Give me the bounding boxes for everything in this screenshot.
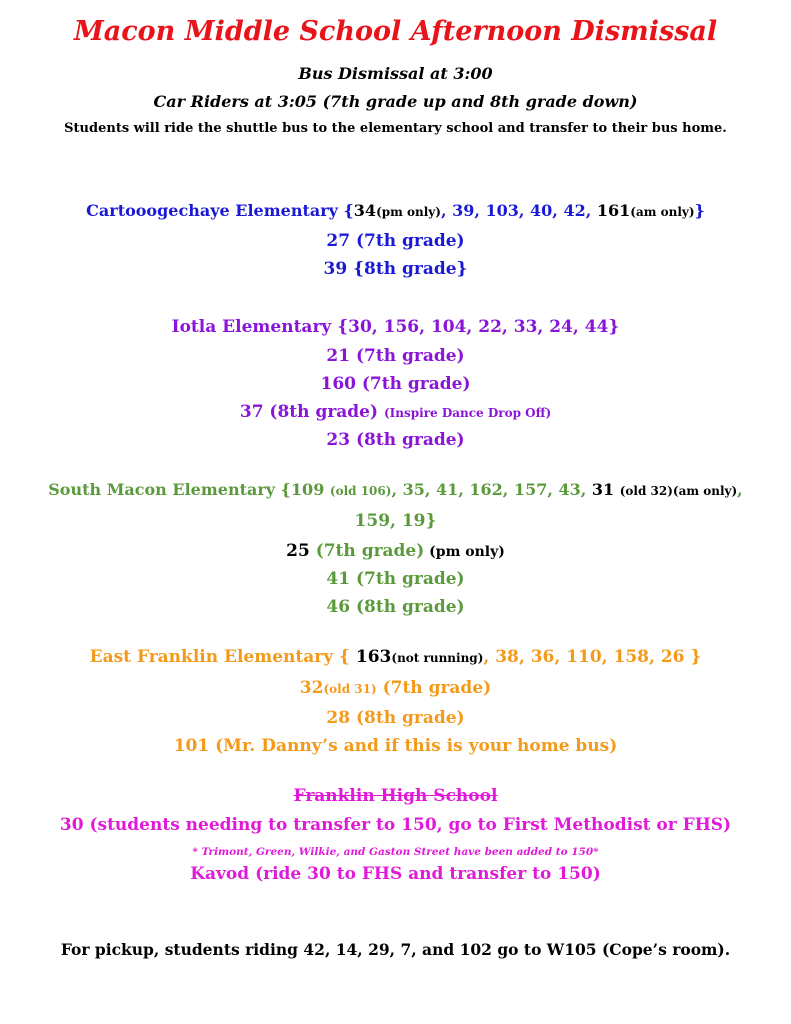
car-riders-time: Car Riders at 3:05 (7th grade up and 8th grade down): [153, 92, 638, 111]
iotla-heading: Iotla Elementary {30, 156, 104, 22, 33, 24, 44}: [171, 317, 620, 337]
cartoogechaye-bus-39: 39 {8th grade}: [323, 259, 468, 279]
franklin-high-kavod: Kavod (ride 30 to FHS and transfer to 150): [190, 864, 601, 884]
south-macon-bus-46: 46 (8th grade): [326, 597, 465, 617]
south-macon-bus-41: 41 (7th grade): [326, 569, 465, 589]
east-franklin-heading: East Franklin Elementary { 163(not running), 38, 36, 110, 158, 26 }: [89, 647, 702, 667]
pickup-note: For pickup, students riding 42, 14, 29, 7, and 102 go to W105 (Cope’s room).: [60, 940, 731, 959]
franklin-high-heading: Franklin High School: [293, 786, 498, 806]
cartoogechaye-bus-27: 27 (7th grade): [326, 231, 465, 251]
franklin-high-note: * Trimont, Green, Wilkie, and Gaston Street have been added to 150*: [192, 846, 599, 858]
cartoogechaye-heading: Cartooogechaye Elementary {34(pm only), 39, 103, 40, 42, 161(am only)}: [86, 201, 705, 220]
east-franklin-bus-101: 101 (Mr. Danny’s and if this is your home bus): [173, 736, 618, 756]
shuttle-note: Students will ride the shuttle bus to the elementary school and transfer to their bus home.: [64, 121, 727, 136]
south-macon-heading-cont: 159, 19}: [354, 511, 437, 531]
east-franklin-bus-28: 28 (8th grade): [326, 708, 465, 728]
iotla-bus-37: 37 (8th grade) (Inspire Dance Drop Off): [239, 402, 552, 422]
iotla-bus-21: 21 (7th grade): [326, 346, 465, 366]
page-title: Macon Middle School Afternoon Dismissal: [73, 16, 718, 47]
east-franklin-bus-32: 32(old 31) (7th grade): [299, 678, 492, 698]
bus-dismissal-time: Bus Dismissal at 3:00: [298, 64, 493, 83]
south-macon-bus-25: 25 (7th grade) (pm only): [286, 541, 505, 561]
iotla-bus-23: 23 (8th grade): [326, 430, 465, 450]
franklin-high-bus-30: 30 (students needing to transfer to 150, go to First Methodist or FHS): [59, 815, 732, 835]
iotla-bus-160: 160 (7th grade): [320, 374, 471, 394]
south-macon-heading: South Macon Elementary {109 (old 106), 35, 41, 162, 157, 43, 31 (old 32)(am only),: [48, 480, 743, 499]
